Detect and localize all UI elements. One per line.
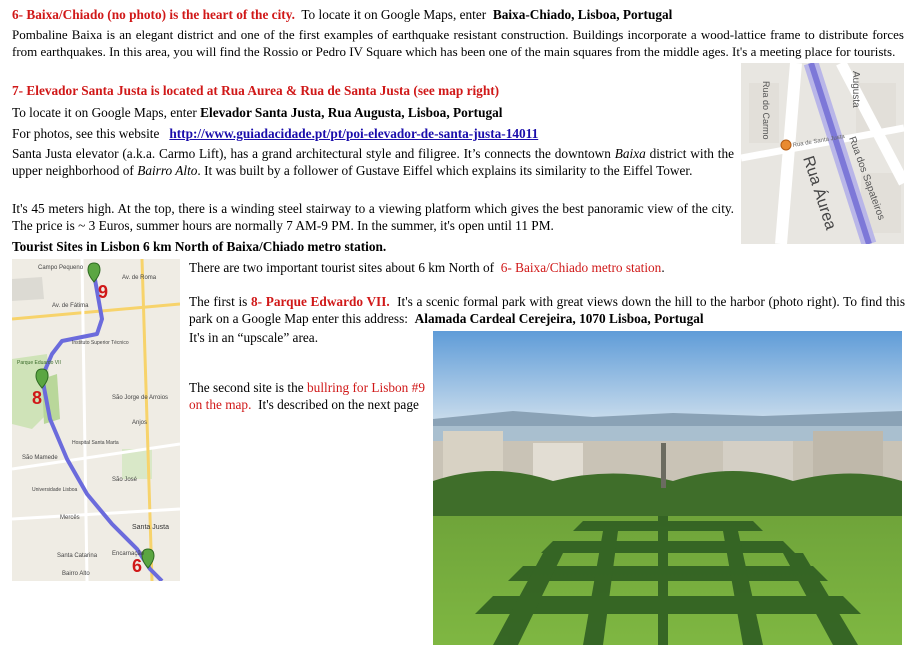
svg-text:9: 9 (98, 282, 109, 302)
elevador-desc-3: . It was built by a follower of Gustave Eiffel which explains its similarity to the Eiffel Tower. (197, 163, 693, 178)
elevador-desc-2: district with the upper neighborhood of (12, 146, 734, 178)
map-place-anjos: Anjos (132, 420, 148, 426)
elevador-desc-1: Santa Justa elevator (a.k.a. Carmo Lift), has a grand architectural style and filigree. It’s connects the downtown (12, 146, 611, 161)
map-label-santa-justa: Rua de Santa Justa (792, 133, 846, 149)
first-site-desc: It's a scenic formal park with great views down the hill to the harbor (photo right). To find this park on a Google Map enter this address: (189, 294, 906, 326)
first-site (189, 293, 905, 327)
two-sites-line (189, 259, 905, 276)
elevador-photos-intro: For photos, see this website (12, 126, 160, 141)
elevador-photos-line (12, 125, 732, 142)
two-sites-station: 6- Baixa/Chiado metro station (500, 260, 662, 275)
second-site (189, 379, 425, 413)
map-label-sapateiros: Rua dos Sapateiros (846, 135, 887, 222)
map-place-parque: Parque Eduardo VII (17, 360, 61, 366)
elevador-locate-value: Elevador Santa Justa, Rua Augusta, Lisboa, Portugal (200, 105, 503, 120)
elevador-desc (12, 145, 734, 179)
map-label-rua-aurea: Rua Áurea (799, 153, 840, 232)
map-place-hospital: Hospital Santa Marta (72, 440, 119, 446)
map-label-rua-do-carmo: Rua do Carmo (761, 81, 771, 140)
map-place-universidade: Universidade Lisboa (32, 487, 78, 493)
baixa-locate-intro: To locate it on Google Maps, enter (301, 7, 487, 22)
map-place-santa-catarina: Santa Catarina (57, 553, 98, 559)
map-place-av-roma: Av. de Roma (122, 275, 157, 281)
elevador-heading: 7- Elevador Santa Justa is located at Rua Aurea & Rua de Santa Justa (see map right) (12, 83, 500, 98)
map-place-arroios: São Jorge de Arroios (112, 395, 169, 401)
map-place-santa-justa: Santa Justa (132, 524, 169, 531)
first-site-name: 8- Parque Edwardo VII. (251, 294, 390, 309)
baixa-locate-value: Baixa-Chiado, Lisboa, Portugal (492, 7, 673, 22)
first-site-intro: The first is (189, 294, 248, 309)
svg-text:8: 8 (32, 388, 43, 408)
elevador-height: It's 45 meters high. At the top, there is a winding steel stairway to a viewing platform which gives the best panoramic view of the city. The price is ~ 3 Euros, summer hours are normally 7 AM-9 PM. In the summer, it's open until 11 PM. (12, 201, 734, 233)
map-place-bairro-alto: Bairro Alto (62, 571, 90, 577)
elevador-desc-baixa: Baixa (614, 146, 646, 161)
two-sites-intro: There are two important tourist sites about 6 km North of (189, 260, 495, 275)
elevador-locate-intro: To locate it on Google Maps, enter (12, 105, 197, 120)
santa-justa-map (741, 63, 904, 244)
map-place-fatima: Av. de Fátima (52, 303, 89, 309)
second-site-end: It's described on the next page (258, 397, 419, 412)
elevador-photos-link[interactable]: http://www.guiadacidade.pt/pt/poi-elevador-de-santa-justa-14011 (169, 126, 539, 141)
lisbon-route-map (12, 259, 180, 581)
two-sites-end: . (661, 260, 665, 275)
elevador-locate-line (12, 104, 732, 121)
map-place-sao-jose: São José (112, 477, 138, 483)
svg-text:6: 6 (132, 556, 143, 576)
elevador-desc-bairro: Bairro Alto (137, 163, 198, 178)
baixa-heading: 6- Baixa/Chiado (no photo) is the heart of the city. (12, 7, 295, 22)
upscale-line: It's in an “upscale” area. (189, 330, 319, 345)
baixa-body: Pombaline Baixa is an elegant district and one of the first examples of earthquake resistant construction. Buildings incorporate a wood-lattice frame to distribute forces from earthquakes. In this area, you will find the Rossio or Pedro IV Square which has been one of the main squares from the middle ages. It's a meeting place for tourists. (12, 27, 904, 59)
first-site-address: Alamada Cardeal Cerejeira, 1070 Lisboa, Portugal (414, 311, 704, 326)
map-place-merces: Mercês (60, 515, 80, 521)
map-place-encarnacao: Encarnação (112, 551, 145, 557)
map-label-augusta: Augusta (850, 71, 861, 108)
baixa-heading-line (12, 6, 904, 23)
second-site-intro: The second site is the (189, 380, 304, 395)
map-place-sao-mamede: São Mamede (22, 455, 58, 461)
parque-photo (433, 331, 902, 645)
map-place-ist: Instituto Superior Técnico (72, 340, 129, 346)
tourist-sites-heading: Tourist Sites in Lisbon 6 km North of Baixa/Chiado metro station. (12, 239, 387, 254)
second-site-red: bullring for Lisbon #9 on the map. (189, 380, 425, 412)
map-place-campo-pequeno: Campo Pequeno (38, 265, 84, 271)
